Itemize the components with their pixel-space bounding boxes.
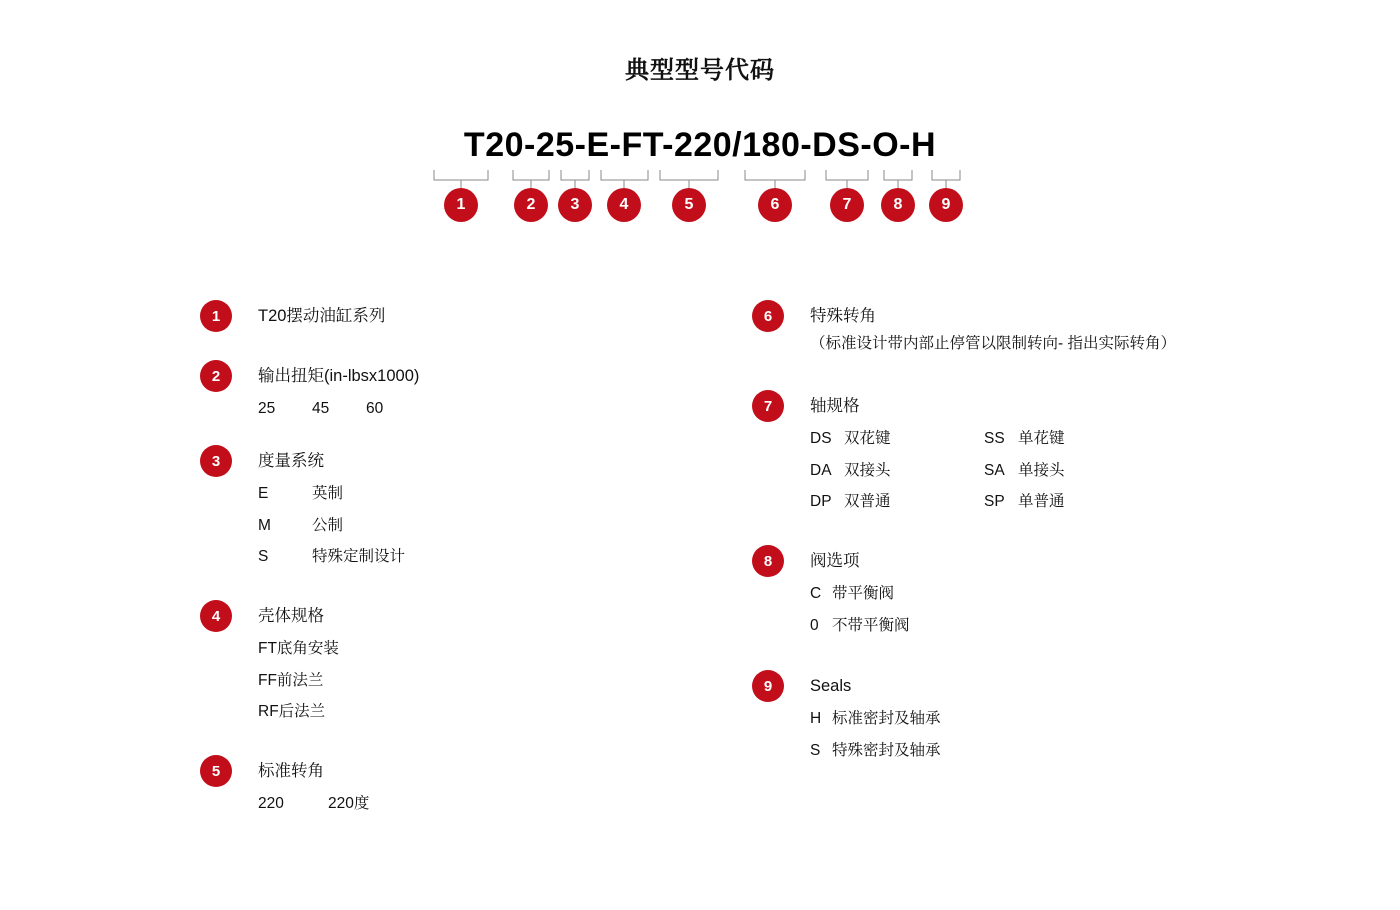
shaft-desc-ds: 双花键 (844, 429, 891, 447)
legend-title-7: 轴规格 (810, 397, 860, 415)
shaft-code-sa: SA (984, 461, 1005, 479)
legend-badge-5: 5 (200, 755, 232, 787)
legend-title-2: 输出扭矩(in-lbsx1000) (258, 367, 420, 385)
legend-title-8: 阀选项 (810, 552, 860, 570)
torque-value-2: 45 (312, 399, 330, 417)
legend-sublist-5 (258, 788, 720, 820)
shaft-code-sp: SP (984, 493, 1005, 511)
measure-code-m: M (258, 516, 271, 534)
callout-badge-7: 7 (830, 188, 864, 222)
shaft-desc-sp: 单普通 (1018, 493, 1065, 511)
housing-option-ft: FT底角安装 (258, 639, 339, 657)
valve-desc-0: 不带平衡阀 (832, 616, 910, 634)
legend-sublist-7 (810, 423, 1312, 518)
callout-badge-3: 3 (558, 188, 592, 222)
valve-code-c: C (810, 584, 822, 602)
shaft-code-ds: DS (810, 429, 832, 447)
legend-sublist-4 (258, 633, 720, 728)
legend-row (810, 486, 1312, 518)
legend-badge-9: 9 (752, 670, 784, 702)
legend-badge-3: 3 (200, 445, 232, 477)
shaft-code-da: DA (810, 461, 832, 479)
callout-badge-9: 9 (929, 188, 963, 222)
legend-row (258, 633, 720, 665)
legend-row (810, 578, 1312, 610)
legend-row (810, 423, 1312, 455)
legend-entry-1 (200, 300, 720, 360)
shaft-desc-sa: 单接头 (1018, 461, 1065, 479)
callout-badge-4: 4 (607, 188, 641, 222)
torque-value-1: 25 (258, 399, 276, 417)
legend-sublist-2 (258, 393, 720, 425)
seal-desc-s: 特殊密封及轴承 (832, 741, 941, 759)
measure-desc-m: 公制 (312, 516, 344, 534)
legend-badge-4: 4 (200, 600, 232, 632)
legend-title-3: 度量系统 (258, 452, 324, 470)
legend-entry-8 (752, 545, 1312, 670)
legend-row (810, 703, 1312, 735)
legend-row (258, 510, 720, 542)
callout-badge-5: 5 (672, 188, 706, 222)
torque-value-3: 60 (366, 399, 384, 417)
legend-row (810, 735, 1312, 767)
legend-entry-3 (200, 445, 720, 600)
callout-badge-8: 8 (881, 188, 915, 222)
legend-row (810, 455, 1312, 487)
legend-row (258, 393, 720, 425)
legend-column-left (200, 300, 720, 835)
legend-sublist-8 (810, 578, 1312, 642)
measure-code-s: S (258, 548, 269, 566)
seal-desc-h: 标准密封及轴承 (832, 709, 941, 727)
shaft-desc-ss: 单花键 (1018, 429, 1065, 447)
legend-row (258, 541, 720, 573)
legend-badge-6: 6 (752, 300, 784, 332)
legend-title-6: 特殊转角 (810, 307, 876, 325)
model-code: T20-25-E-FT-220/180-DS-O-H (463, 126, 937, 164)
legend-title-1: T20摆动油缸系列 (258, 307, 386, 325)
legend-badge-7: 7 (752, 390, 784, 422)
legend-row (258, 478, 720, 510)
measure-code-e: E (258, 484, 269, 502)
seal-code-h: H (810, 709, 822, 727)
legend-entry-7 (752, 390, 1312, 545)
legend-entry-4 (200, 600, 720, 755)
shaft-desc-da: 双接头 (844, 461, 891, 479)
legend-title-4: 壳体规格 (258, 607, 324, 625)
legend-row (258, 788, 720, 820)
legend-entry-9 (752, 670, 1312, 790)
legend-title-9: Seals (810, 677, 852, 695)
legend-entry-2 (200, 360, 720, 445)
valve-desc-c: 带平衡阀 (832, 584, 895, 602)
legend-column-right (752, 300, 1312, 790)
rotation-desc-220: 220度 (328, 794, 370, 812)
legend-row (810, 610, 1312, 642)
valve-code-0: 0 (810, 616, 819, 634)
housing-option-rf: RF后法兰 (258, 703, 326, 721)
legend-badge-8: 8 (752, 545, 784, 577)
code-callout-badges (0, 188, 1400, 228)
rotation-code-220: 220 (258, 794, 284, 812)
shaft-code-ss: SS (984, 429, 1005, 447)
callout-badge-2: 2 (514, 188, 548, 222)
shaft-code-dp: DP (810, 493, 832, 511)
callout-badge-1: 1 (444, 188, 478, 222)
legend-title-5: 标准转角 (258, 762, 324, 780)
legend-row (258, 665, 720, 697)
legend-sublist-9 (810, 703, 1312, 767)
callout-badge-6: 6 (758, 188, 792, 222)
measure-desc-s: 特殊定制设计 (312, 548, 406, 566)
legend-badge-2: 2 (200, 360, 232, 392)
page-title: 典型型号代码 (625, 57, 775, 84)
shaft-desc-dp: 双普通 (844, 493, 891, 511)
legend-row (258, 696, 720, 728)
legend-sublist-3 (258, 478, 720, 573)
measure-desc-e: 英制 (312, 484, 344, 502)
legend-badge-1: 1 (200, 300, 232, 332)
legend-note-6: （标准设计带内部止停管以限制转向- 指出实际转角） (810, 334, 1176, 352)
seal-code-s: S (810, 741, 821, 759)
housing-option-ff: FF前法兰 (258, 671, 324, 689)
legend-entry-5 (200, 755, 720, 835)
legend-entry-6 (752, 300, 1312, 390)
